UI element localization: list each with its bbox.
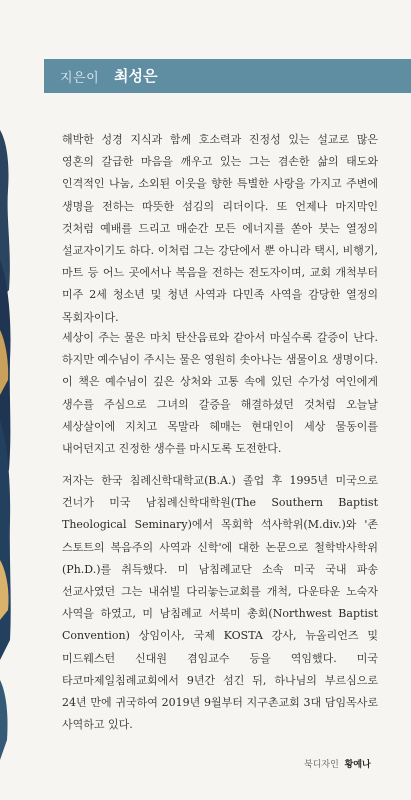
author-label: 지은이 [60, 71, 100, 86]
bio-paragraph-2 [62, 327, 378, 460]
cover-edge-art [0, 0, 14, 800]
author-header-bar [44, 59, 411, 93]
credit-role: 북디자인 [304, 760, 339, 770]
cover-edge-decoration [0, 0, 14, 800]
credit-designer: 황예나 [344, 760, 371, 770]
bio-text-2: 세상이 주는 물은 마치 탄산음료와 같아서 마실수록 갈증이 난다. 하지만 예수님이 주시는 물은 영원히 솟아나는 샘물이요 생명이다. 이 책은 예수님이 깊은 상처와 고통 속에 있던 수가성 여인에게 생수를 주심으로 그녀의 갈증을 해결하셨던 것처럼 오늘날 세상살이에 지치고 목말라 헤매는 현대인이 세상 물동이를 내어던지고 진정한 생수를 마시도록 도전한다. [62, 331, 378, 456]
bio-paragraph-3 [62, 470, 378, 736]
bio-text-1: 해박한 성경 지식과 함께 호소력과 진정성 있는 설교로 많은 영혼의 갈급한 마음을 깨우고 있는 그는 겸손한 삶의 태도와 인격적인 나눔, 소외된 이웃을 향한 특별한 사랑을 가지고 주변에 생명을 전하는 따뜻한 섬김의 리더이다. 또 언제나 마지막인 것처럼 예배를 드리고 매순간 모든 에너지를 쏟아 붓는 열정의 설교자이기도 하다. 이처럼 그는 강단에서 뿐 아니라 택시, 비행기, 마트 등 어느 곳에서나 복음을 전하는 전도자이며, 교회 개척부터 미주 2세 청소년 및 청년 사역과 다민족 사역을 감당한 열정의 목회자이다. [62, 133, 378, 324]
bio-paragraph-1 [62, 129, 378, 329]
author-name: 최성은 [114, 67, 158, 85]
bio-text-3: 저자는 한국 침례신학대학교(B.A.) 졸업 후 1995년 미국으로 건너가 미국 남침례신학대학원(The Southern Baptist Theological Seminary)에서 목회학 석사학위(M.div.)와 '존 스토트의 복음주의 사역과 신학'에 대한 논문으로 철학박사학위(Ph.D.)를 취득했다. 미 남침례교단 소속 미국 국내 파송 선교사였던 그는 내쉬빌 다리놓는교회를 개척, 다운타운 노숙자 사역을 하였고, 미 남침례교 서북미 총회(Northwest Baptist Convention) 상임이사, 국제 KOSTA 강사, 뉴올리언즈 및 미드웨스턴 신대원 겸임교수 등을 역임했다. 미국 타코마제일침례교회에서 9년간 섬긴 뒤, 하나님의 부르심으로 24년 만에 귀국하여 2019년 9월부터 지구촌교회 3대 담임목사로 사역하고 있다. [62, 474, 378, 732]
book-design-credit [304, 757, 371, 770]
